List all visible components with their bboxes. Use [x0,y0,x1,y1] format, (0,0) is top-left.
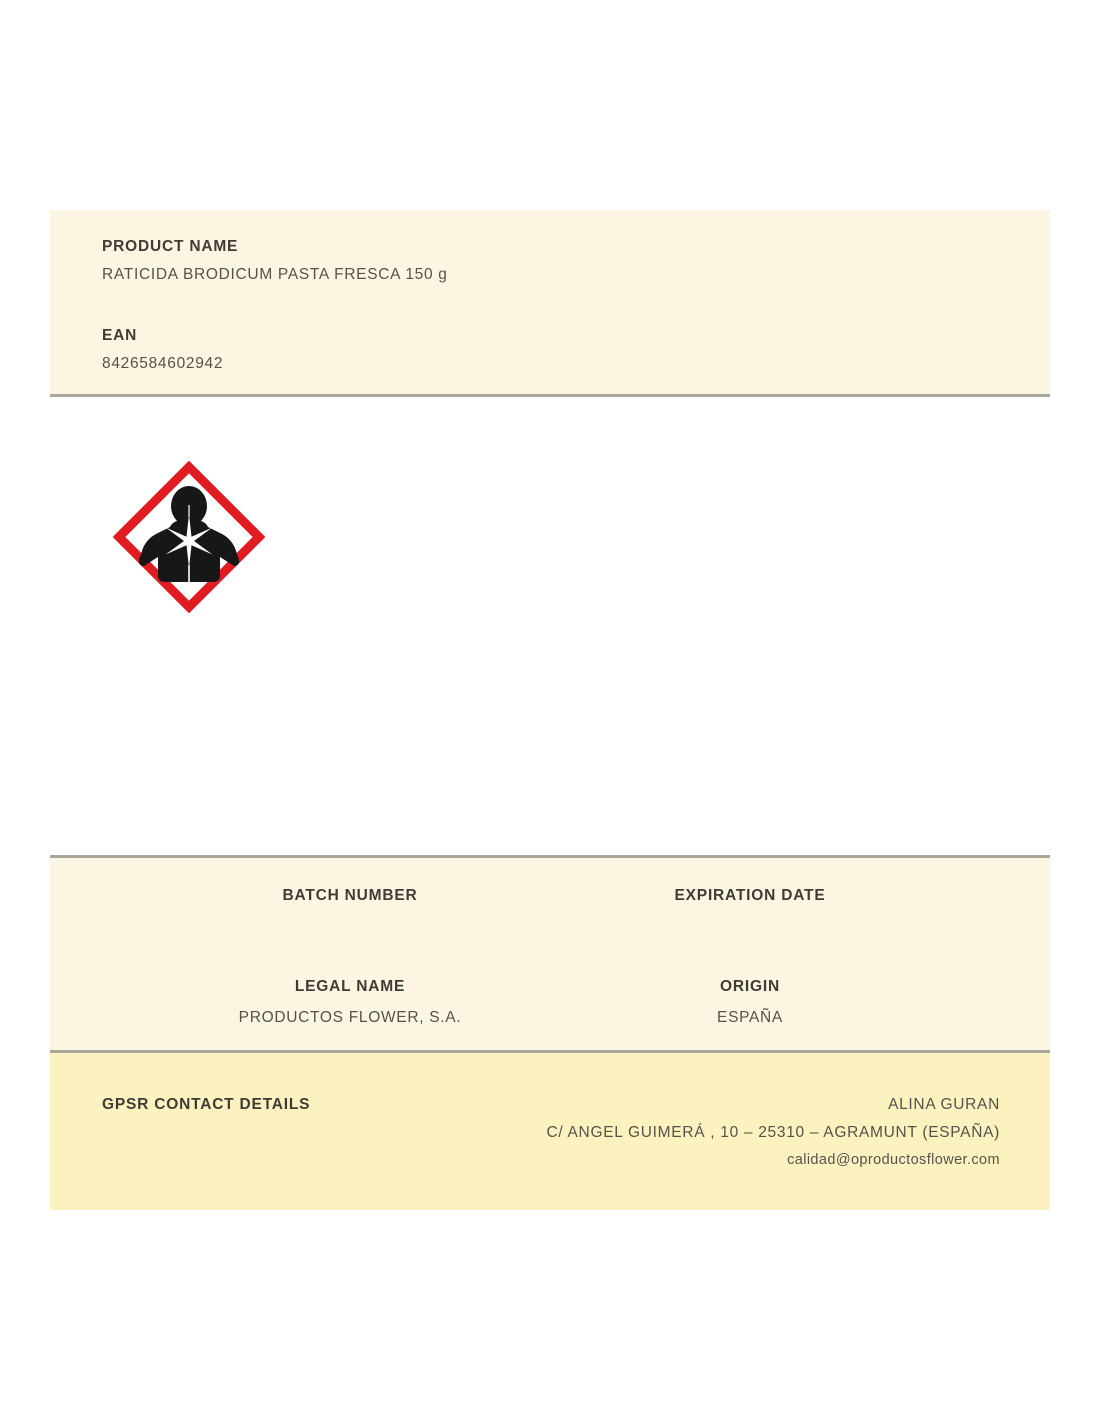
product-name-value: RATICIDA BRODICUM PASTA FRESCA 150 g [102,266,448,283]
expiration-date-field [550,886,950,937]
ean-field [102,326,998,373]
ean-label: EAN [102,327,138,344]
origin-label: ORIGIN [720,978,780,995]
legal-name-value: PRODUCTOS FLOWER, S.A. [238,1009,462,1026]
batch-number-label: BATCH NUMBER [282,887,418,904]
gpsr-contact-section [50,1053,1050,1210]
ean-value: 8426584602942 [102,355,224,372]
expiration-date-value [550,917,950,937]
gpsr-contact-block [546,1095,1000,1170]
legal-origin-row [150,977,950,1027]
gpsr-contact-address: C/ ANGEL GUIMERÁ , 10 – 25310 – AGRAMUNT (ESPAÑA) [546,1124,1000,1141]
batch-expiration-row [150,886,950,937]
traceability-section [50,855,1050,1053]
ghs08-health-hazard-icon [113,461,265,613]
legal-name-label: LEGAL NAME [294,978,406,995]
expiration-date-label: EXPIRATION DATE [674,887,826,904]
batch-number-field [150,886,550,937]
batch-number-value [150,917,550,937]
origin-field [550,977,950,1027]
product-name-label: PRODUCT NAME [102,238,239,255]
legal-name-field [150,977,550,1027]
gpsr-contact-email: calidad@oproductosflower.com [787,1152,1000,1168]
gpsr-contact-label: GPSR CONTACT DETAILS [102,1096,311,1113]
origin-value: ESPAÑA [717,1009,783,1026]
product-name-field [102,237,998,284]
product-identity-section [50,210,1050,397]
gpsr-contact-name: ALINA GURAN [888,1096,1000,1113]
